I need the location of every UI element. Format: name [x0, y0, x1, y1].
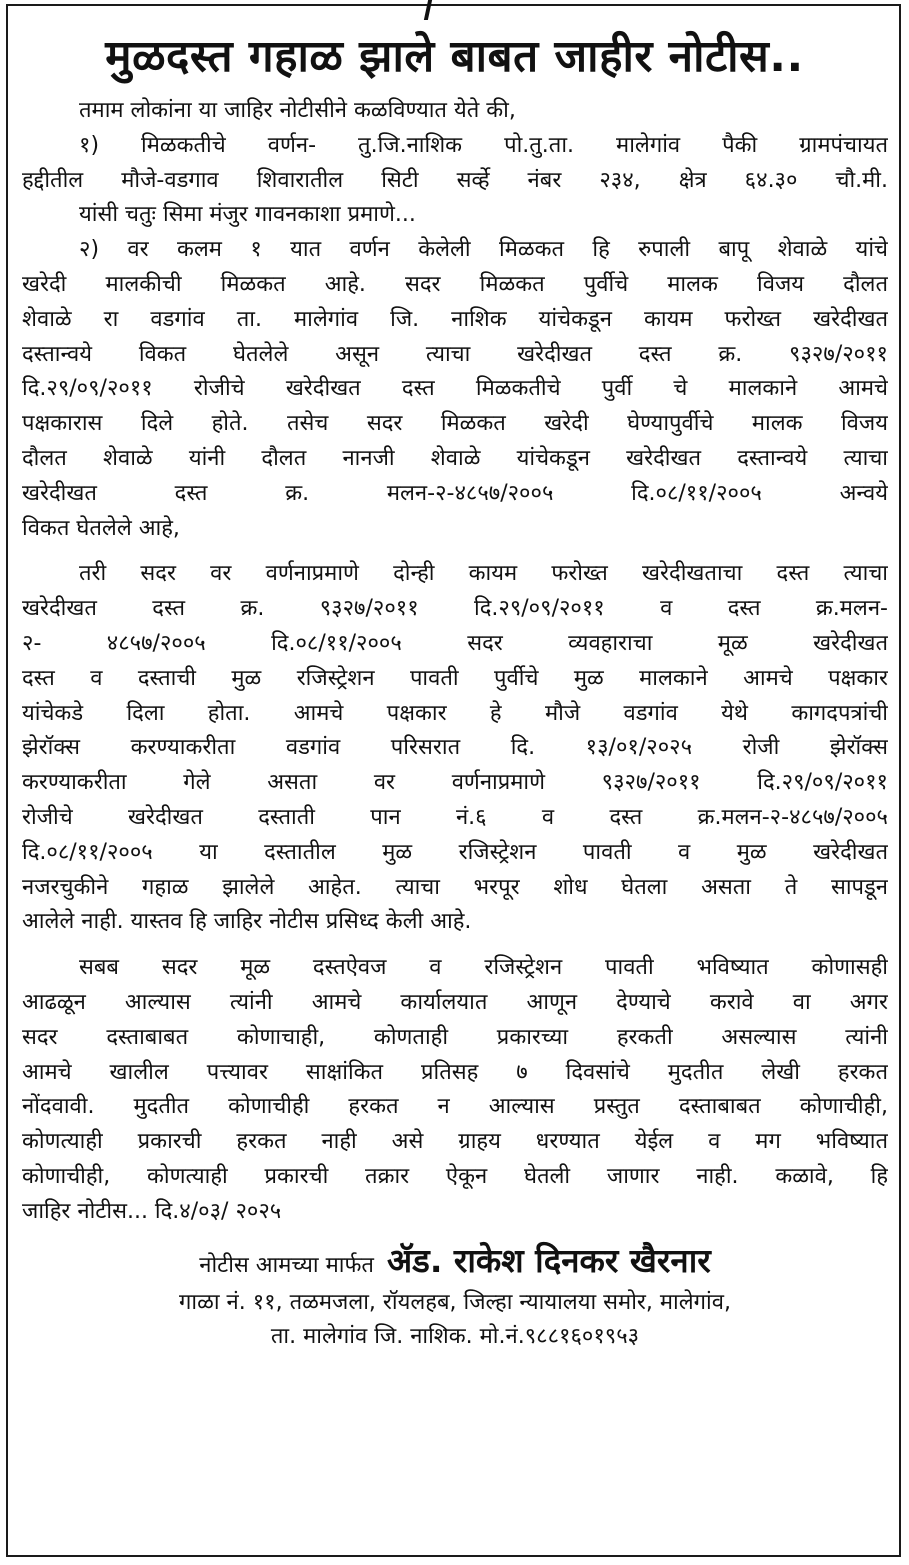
para2-line: दस्तान्वये विकत घेतलेले असून त्याचा खरेदीखत दस्त क्र. ९३२७/२०११ — [22, 341, 888, 367]
para4-line: आढळून आल्यास त्यांनी आमचे कार्यालयात आणून देण्याचे करावे वा अगर — [22, 989, 888, 1015]
para3-line: नजरचुकीने गहाळ झालेले आहेत. त्याचा भरपूर शोध घेतला असता ते सापडून — [22, 874, 888, 900]
para3-line: झेरॉक्स करण्याकरीता वडगांव परिसरात दि. १३/०१/२०२५ रोजी झेरॉक्स — [22, 735, 888, 761]
para1-line: यांसी चतुः सिमा मंजुर गावनकाशा प्रमाणे... — [79, 202, 416, 228]
para1-line: १) मिळकतीचे वर्णन- तु.जि.नाशिक पो.तु.ता. मालेगांव पैकी ग्रामपंचायत — [79, 132, 888, 158]
para4-line: जाहिर नोटीस... दि.४/०३/ २०२५ — [22, 1198, 282, 1224]
para3-line: दस्त व दस्ताची मुळ रजिस्ट्रेशन पावती पुर्वीचे मुळ मालकाने आमचे पक्षकार — [22, 665, 888, 691]
para2-line: खरेदी मालकीची मिळकत आहे. सदर मिळकत पुर्वीचे मालक विजय दौलत — [22, 271, 888, 297]
para3-line: तरी सदर वर वर्णनाप्रमाणे दोन्ही कायम फरोख्त खरेदीखताचा दस्त त्याचा — [79, 561, 888, 587]
para4-line: सबब सदर मूळ दस्तऐवज व रजिस्ट्रेशन पावती भविष्यात कोणासही — [79, 955, 888, 981]
para3-line: करण्याकरीता गेले असता वर वर्णनाप्रमाणे ९३२७/२०११ दि.२९/०९/२०११ — [22, 770, 888, 796]
para4-line: कोणाचीही, कोणत्याही प्रकारची तक्रार ऐकून घेतली जाणार नाही. कळावे, हि — [22, 1163, 888, 1189]
advocate-name: ॲड. राकेश दिनकर खैरनार — [386, 1240, 711, 1280]
para2-line: दि.२९/०९/२०११ रोजीचे खरेदीखत दस्त मिळकतीचे पुर्वी चे मालकाने आमचे — [22, 376, 888, 402]
address-line-2: ता. मालेगांव जि. नाशिक. मो.नं.९८८१६०१९५३ — [270, 1324, 640, 1350]
intro-line: तमाम लोकांना या जाहिर नोटीसीने कळविण्यात येते की, — [79, 98, 516, 123]
para3-line: यांचेकडे दिला होता. आमचे पक्षकार हे मौजे वडगांव येथे कागदपत्रांची — [22, 700, 888, 726]
address-line-1: गाळा नं. ११, तळमजला, रॉयलहब, जिल्हा न्यायालया समोर, मालेगांव, — [179, 1289, 731, 1315]
notice-body — [22, 94, 888, 1355]
para4-line: कोणत्याही प्रकारची हरकत नाही असे ग्राहय धरण्यात येईल व मग भविष्यात — [22, 1129, 888, 1155]
para2-line: विकत घेतलेले आहे, — [22, 515, 180, 541]
para3-line: २- ४८५७/२००५ दि.०८/११/२००५ सदर व्यवहाराचा मूळ खरेदीखत — [22, 630, 888, 656]
para4-line: नोंदवावी. मुदतीत कोणाचीही हरकत न आल्यास प्रस्तुत दस्ताबाबत कोणाचीही, — [22, 1094, 888, 1120]
signature-lead: नोटीस आमच्या मार्फत — [199, 1252, 374, 1278]
para2-line: खरेदीखत दस्त क्र. मलन-२-४८५७/२००५ दि.०८/११/२००५ अन्वये — [22, 480, 888, 506]
signature-line — [22, 1241, 888, 1286]
para3-line: रोजीचे खरेदीखत दस्ताती पान नं.६ व दस्त क्र.मलन-२-४८५७/२००५ — [22, 804, 888, 830]
para2-line: पक्षकारास दिले होते. तसेच सदर मिळकत खरेदी घेण्यापुर्वीचे मालक विजय — [22, 411, 888, 437]
para3-line: आलेले नाही. यास्तव हि जाहिर नोटीस प्रसिध्द केली आहे. — [22, 909, 472, 935]
para1-line: हद्दीतील मौजे-वडगाव शिवारातील सिटी सर्व्हे नंबर २३४, क्षेत्र ६४.३० चौ.मी. — [22, 167, 888, 193]
para3-line: खरेदीखत दस्त क्र. ९३२७/२०११ दि.२९/०९/२०११ व दस्त क्र.मलन- — [22, 596, 888, 622]
para4-line: आमचे खालील पत्त्यावर साक्षांकित प्रतिसह ७ दिवसांचे मुदतीत लेखी हरकत — [22, 1059, 888, 1085]
para2-line: दौलत शेवाळे यांनी दौलत नानजी शेवाळे यांचेकडून खरेदीखत दस्तान्वये त्याचा — [22, 445, 888, 471]
para2-line: २) वर कलम १ यात वर्णन केलेली मिळकत हि रुपाली बापू शेवाळे यांचे — [79, 237, 888, 263]
para4-line: सदर दस्ताबाबत कोणाचाही, कोणताही प्रकारच्या हरकती असल्यास त्यांनी — [22, 1024, 888, 1050]
para2-line: शेवाळे रा वडगांव ता. मालेगांव जि. नाशिक यांचेकडून कायम फरोख्त खरेदीखत — [22, 306, 888, 332]
para3-line: दि.०८/११/२००५ या दस्तातील मुळ रजिस्ट्रेशन पावती व मुळ खरेदीखत — [22, 839, 888, 865]
notice-title: मुळदस्त गहाळ झाले बाबत जाहीर नोटीस.. — [105, 31, 804, 82]
